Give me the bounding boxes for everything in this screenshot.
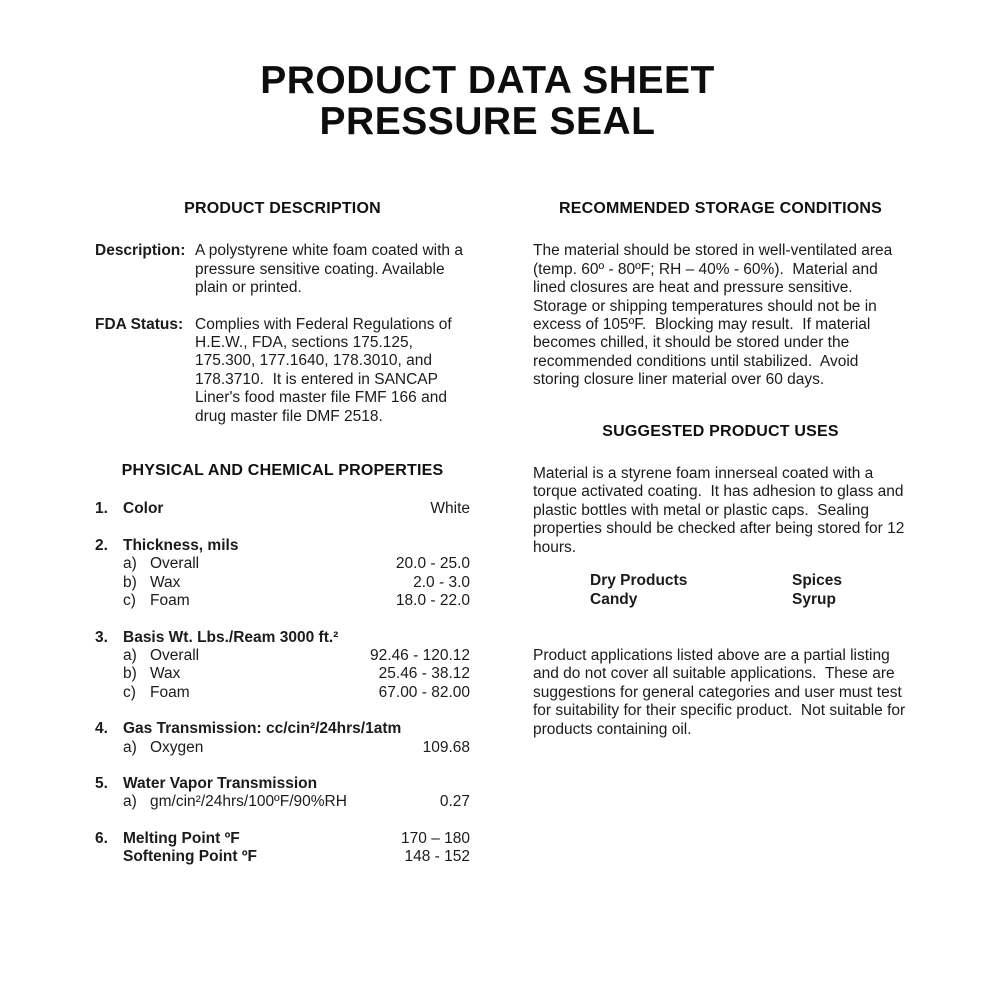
table-row [95, 720, 470, 738]
sub-value: 109.68 [422, 738, 470, 756]
property-thickness [95, 537, 470, 611]
sub-letter: b) [123, 665, 137, 683]
property-color [95, 500, 470, 518]
table-row [95, 500, 470, 518]
sub-value: 2.0 - 3.0 [413, 573, 470, 591]
fda-status-text: Complies with Federal Regulations of H.E.W., FDA, sections 175.125, 175.300, 177.1640, 178.3010, and 178.3710. It is entered in SANCAP Liner's food master file FMF 166 and drug master file DMF 2518. [195, 315, 457, 425]
property-number: 6. [95, 829, 108, 847]
sub-value: 67.00 - 82.00 [378, 683, 470, 701]
suggested-uses-heading: SUGGESTED PRODUCT USES [602, 422, 839, 440]
left-column [95, 200, 470, 885]
table-row [95, 592, 470, 610]
sub-letter: a) [123, 738, 137, 756]
property-basis-weight [95, 629, 470, 703]
table-row [95, 574, 470, 592]
fda-status-row [95, 316, 470, 426]
applications-disclaimer: Product applications listed above are a partial listing and do not cover all suitable applications. These are suggestions for general categories and user must test for suitability for their specific product. Not suitable for products containing oil. [533, 646, 910, 738]
document-title [0, 60, 975, 142]
property-water-vapor [95, 775, 470, 812]
sub-value: 0.27 [439, 793, 470, 811]
property-label: Basis Wt. Lbs./Ream 3000 ft.² [123, 628, 339, 646]
property-number: 4. [95, 720, 108, 738]
table-row [95, 739, 470, 757]
sub-letter: a) [123, 793, 137, 811]
property-value: 170 – 180 [401, 829, 470, 847]
sub-label: Oxygen [150, 738, 204, 756]
sub-label: Overall [150, 646, 200, 664]
property-number: 5. [95, 774, 108, 792]
properties-heading: PHYSICAL AND CHEMICAL PROPERTIES [121, 462, 444, 480]
property-gas-transmission [95, 720, 470, 757]
description-text: A polystyrene white foam coated with a pressure sensitive coating. Available plain or printed. [195, 242, 468, 297]
storage-conditions-text: The material should be stored in well-ventilated area (temp. 60º - 80ºF; RH – 40% - 60%). Material and lined closures are heat and pressure sensitive. Storage or shipping temperatures should not be in excess of 105ºF. Blocking may result. If material becomes chilled, it should be stored under the recommended conditions until stabilized. Avoid storing closure liner material over 60 days. [533, 242, 897, 389]
property-number: 3. [95, 628, 108, 646]
description-label: Description: [95, 242, 186, 260]
table-row [95, 647, 470, 665]
table-row [95, 830, 470, 848]
sub-value: 20.0 - 25.0 [395, 555, 470, 573]
suggested-uses-intro: Material is a styrene foam innerseal coated with a torque activated coating. It has adhesion to glass and plastic bottles with metal or plastic caps. Sealing properties should be checked after being stored for 12 hours. [533, 465, 909, 556]
property-melting-point [95, 830, 470, 867]
table-row [95, 684, 470, 702]
sub-label: Wax [150, 665, 181, 683]
document-title-line2: PRESSURE SEAL [319, 100, 656, 143]
product-description-heading: PRODUCT DESCRIPTION [184, 200, 381, 217]
property-label: Thickness, mils [123, 536, 239, 554]
property-value: 148 - 152 [404, 848, 470, 866]
table-row [95, 629, 470, 647]
description-row [95, 242, 470, 297]
property-label: Color [123, 500, 164, 518]
sub-value: 18.0 - 22.0 [395, 592, 470, 610]
sub-label: Overall [150, 555, 200, 573]
property-value: White [430, 500, 470, 518]
sub-letter: c) [123, 592, 136, 610]
table-row [95, 793, 470, 811]
sub-letter: a) [123, 646, 137, 664]
fda-status-label: FDA Status: [95, 315, 184, 333]
storage-conditions-heading: RECOMMENDED STORAGE CONDITIONS [558, 200, 883, 217]
use-item: Syrup [792, 590, 836, 608]
sub-letter: c) [123, 683, 136, 701]
table-row [590, 591, 908, 609]
sub-label: Wax [150, 573, 181, 591]
use-item: Spices [792, 572, 842, 590]
suggested-uses-table [590, 572, 908, 609]
use-item: Dry Products [590, 572, 688, 590]
property-label: Softening Point ºF [123, 848, 257, 866]
use-item: Candy [590, 590, 638, 608]
property-label: Water Vapor Transmission [123, 774, 318, 792]
document-title-line1: PRODUCT DATA SHEET [260, 59, 715, 102]
table-row [95, 537, 470, 555]
property-label: Gas Transmission: cc/cin²/24hrs/1atm [123, 720, 402, 738]
sub-label: Foam [150, 683, 190, 701]
property-number-blank [95, 848, 123, 866]
property-number: 2. [95, 536, 108, 554]
table-row [95, 775, 470, 793]
property-number: 1. [95, 500, 108, 518]
sub-value: 92.46 - 120.12 [370, 646, 470, 664]
sub-value: 25.46 - 38.12 [378, 665, 470, 683]
sub-letter: b) [123, 573, 137, 591]
property-label: Melting Point ºF [123, 829, 240, 847]
right-column [533, 200, 908, 739]
table-row [95, 555, 470, 573]
table-row [95, 848, 470, 866]
sub-label: Foam [150, 592, 190, 610]
sub-label: gm/cin²/24hrs/100ºF/90%RH [150, 793, 347, 811]
table-row [590, 572, 908, 590]
table-row [95, 665, 470, 683]
sub-letter: a) [123, 555, 137, 573]
